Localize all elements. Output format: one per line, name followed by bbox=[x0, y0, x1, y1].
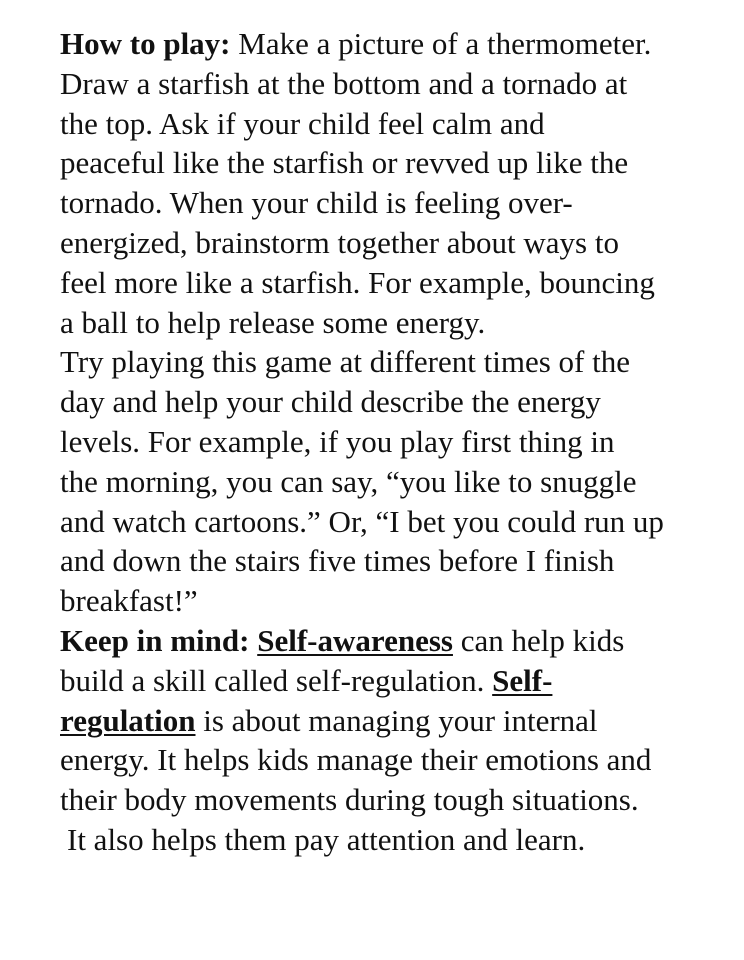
text-line: breakfast!” bbox=[60, 583, 198, 619]
how-to-play-line-1: How to play: Make a picture of a thermometer. bbox=[60, 26, 652, 61]
text-line: their body movements during tough situations. bbox=[60, 782, 639, 818]
text-line: the top. Ask if your child feel calm and bbox=[60, 105, 545, 141]
term-self-regulation-part2: regulation bbox=[60, 702, 196, 738]
text-line: feel more like a starfish. For example, bouncing bbox=[60, 264, 655, 300]
keep-in-mind-line-1: Keep in mind: Self-awareness can help kids bbox=[60, 622, 625, 658]
keep-in-mind-line-2: build a skill called self-regulation. Self- bbox=[60, 662, 553, 698]
text-line: and down the stairs five times before I finish bbox=[60, 543, 615, 579]
text-line: tornado. When your child is feeling over- bbox=[60, 185, 573, 221]
text-line: energized, brainstorm together about ways to bbox=[60, 224, 619, 260]
how-to-play-heading: How to play: bbox=[60, 26, 231, 61]
text-line: It also helps them pay attention and learn. bbox=[67, 821, 586, 857]
text-line: energy. It helps kids manage their emotions and bbox=[60, 742, 652, 778]
activity-text bbox=[60, 24, 740, 860]
term-self-awareness: Self-awareness bbox=[257, 622, 453, 658]
term-self-regulation-part1: Self- bbox=[492, 662, 553, 698]
text-line: Try playing this game at different times of the bbox=[60, 344, 630, 380]
text-line: a ball to help release some energy. bbox=[60, 304, 486, 340]
text-line: levels. For example, if you play first thing in bbox=[60, 423, 615, 459]
text-line: Draw a starfish at the bottom and a tornado at bbox=[60, 65, 628, 101]
text-line: the morning, you can say, “you like to snuggle bbox=[60, 463, 637, 499]
keep-in-mind-line-3: regulation is about managing your internal bbox=[60, 702, 598, 738]
text-line: and watch cartoons.” Or, “I bet you could run up bbox=[60, 503, 664, 539]
text-line: day and help your child describe the energy bbox=[60, 384, 601, 420]
text-line: peaceful like the starfish or revved up like the bbox=[60, 145, 629, 181]
keep-in-mind-heading: Keep in mind: bbox=[60, 622, 250, 658]
